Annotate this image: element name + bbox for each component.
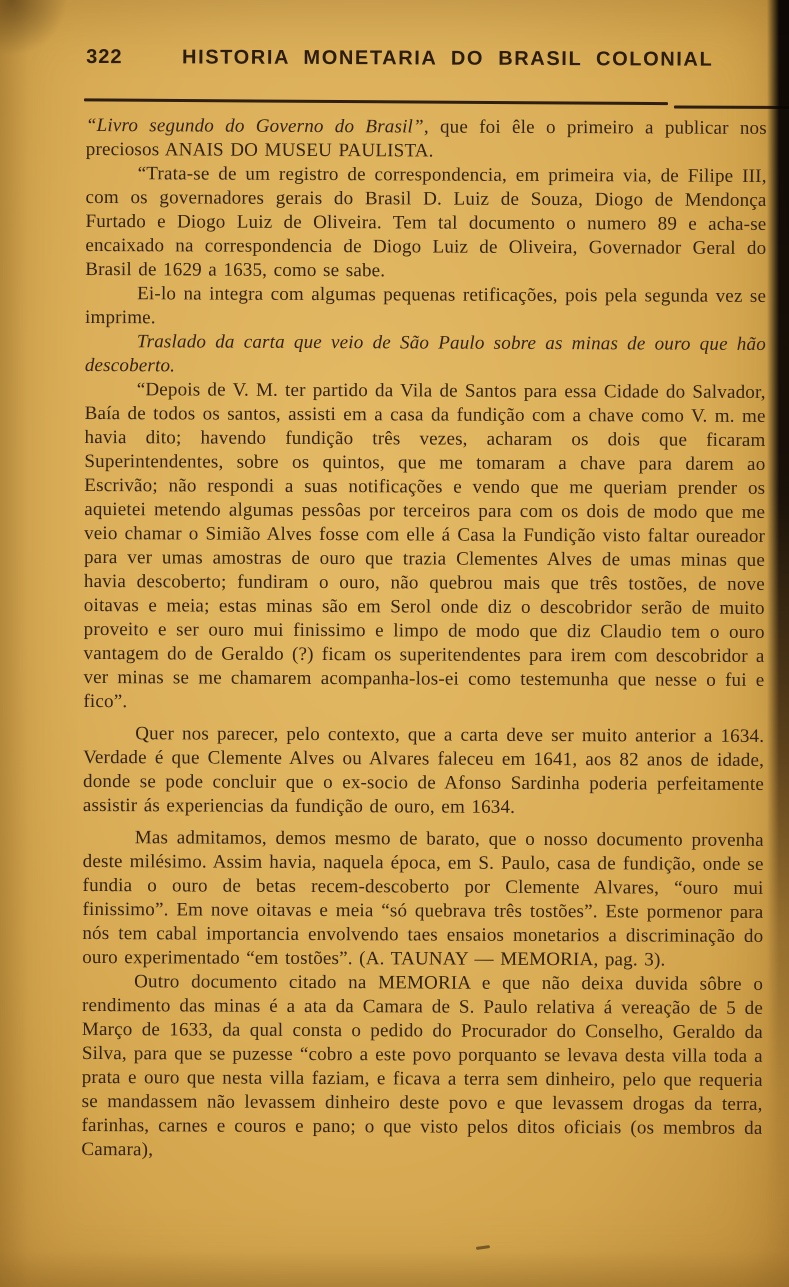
text-segment: , que foi êle o primeiro a publicar nos preciosos ANAIS DO MUSEU PAULISTA.: [85, 116, 767, 162]
book-spine-shadow: [767, 0, 789, 1287]
italic-text-segment: “Livro segundo do Governo do Brasil”: [85, 114, 424, 138]
text-segment: Quer nos parecer, pelo contexto, que a carta deve ser muito anterior a 1634. Verdade é que Clemente Alves ou Alvares faleceu em 1641, aos 82 anos de idade, donde se pode concluir que o ex-socio de Afonso Sardinha poderia perfeitamente assistir ás experiencias da fundição de ouro, em 1634.: [82, 723, 765, 818]
text-segment: Mas admitamos, demos mesmo de barato, que o nosso documento provenha deste milésimo. Assim havia, naquela época, em S. Paulo, casa de fundição, onde se fundia o ouro de betas recem-descoberto por Clemente Alvares, “ouro mui finissimo”. Em nove oitavas e meia “só quebrava três tostões”. Este pormenor para nós tem cabal importancia envolvendo taes ensaios monetarios a discriminação do ouro experimentado “em tostões”. (A. TAUNAY — MEMORIA, pag. 3).: [82, 827, 764, 971]
paragraph: [86, 114, 767, 165]
paragraph: [83, 722, 764, 821]
header-rule-left: [84, 98, 668, 105]
text-segment: “Trata-se de um registro de correspondencia, em primeira via, de Filipe III, com os governadores gerais do Brasil D. Luiz de Souza, Diogo de Mendonça Furtado e Diogo Luiz de Oliveira. Tem tal documento o numero 89 e acha-se encaixado na correspondencia de Diogo Luiz de Oliveira, Governador Geral do Brasil de 1629 a 1635, como se sabe.: [85, 163, 767, 282]
paragraph: [81, 970, 763, 1165]
text-segment: Outro documento citado na MEMORIA e que não deixa duvida sôbre o rendimento das minas é a ata da Camara de S. Paulo relativa á vereação de 5 de Março de 1633, da qual consta o pedido do Procurador do Conselho, Geraldo da Silva, para que se puzesse “cobro a este povo porquanto se levava desta villa toda a prata e ouro que nesta villa faziam, e ficava a terra sem dinheiro, pelo que requeria se mandassem não levassem dinheiro deste povo e que levassem drogas da terra, farinhas, carnes e couros e pano; o que visto pelos ditos oficiais (os membros da Camara),: [81, 971, 764, 1161]
page-number: 322: [86, 45, 123, 69]
running-header: [86, 44, 749, 75]
page-body-text: [81, 114, 767, 1165]
text-segment: Ei-lo na integra com algumas pequenas retificações, pois pela segunda vez se imprime.: [85, 283, 767, 329]
text-segment: “Depois de V. M. ter partido da Vila de Santos para essa Cidade do Salvador, Baía de todos os santos, assisti em a casa da fundição com a chave como V. m. me havia dito; havendo fundição três vezes, acharam os dois que ficaram Superintendentes, sobre os quintos, que me tomaram a chave para darem ao Escrivão; não respondi a suas notificações e vendo que me queriam prender os aquietei metendo algumas pessôas por terceiros para com os dois de modo que me veio chamar o Simião Alves fosse com elle á Casa la Fundição visto faltar oureador para ver umas amostras de ouro que trazia Clementes Alves de umas minas que havia descoberto; fundiram o ouro, não quebrou mais que três tostões, de nove oitavas e meia; estas minas são em Serol onde diz o descobridor serão de muito proveito e ser ouro mui finissimo e limpo de modo que diz Claudio tem o ouro vantagem do de Geraldo (?) ficam os superitendentes para irem com descobridor a ver minas se me chamarem acompanha-los-ei como testemunha que nesse o fui e fico”.: [83, 379, 766, 713]
paragraph: [83, 378, 765, 717]
page-header-title: HISTORIA MONETARIA DO BRASIL COLONIAL: [181, 46, 714, 71]
paragraph: [85, 282, 766, 333]
paragraph: [85, 162, 767, 285]
paragraph: [82, 826, 764, 973]
italic-text-segment: Traslado da carta que veio de São Paulo sobre as minas de ouro que hão descoberto.: [84, 331, 766, 377]
paragraph: [85, 330, 766, 381]
